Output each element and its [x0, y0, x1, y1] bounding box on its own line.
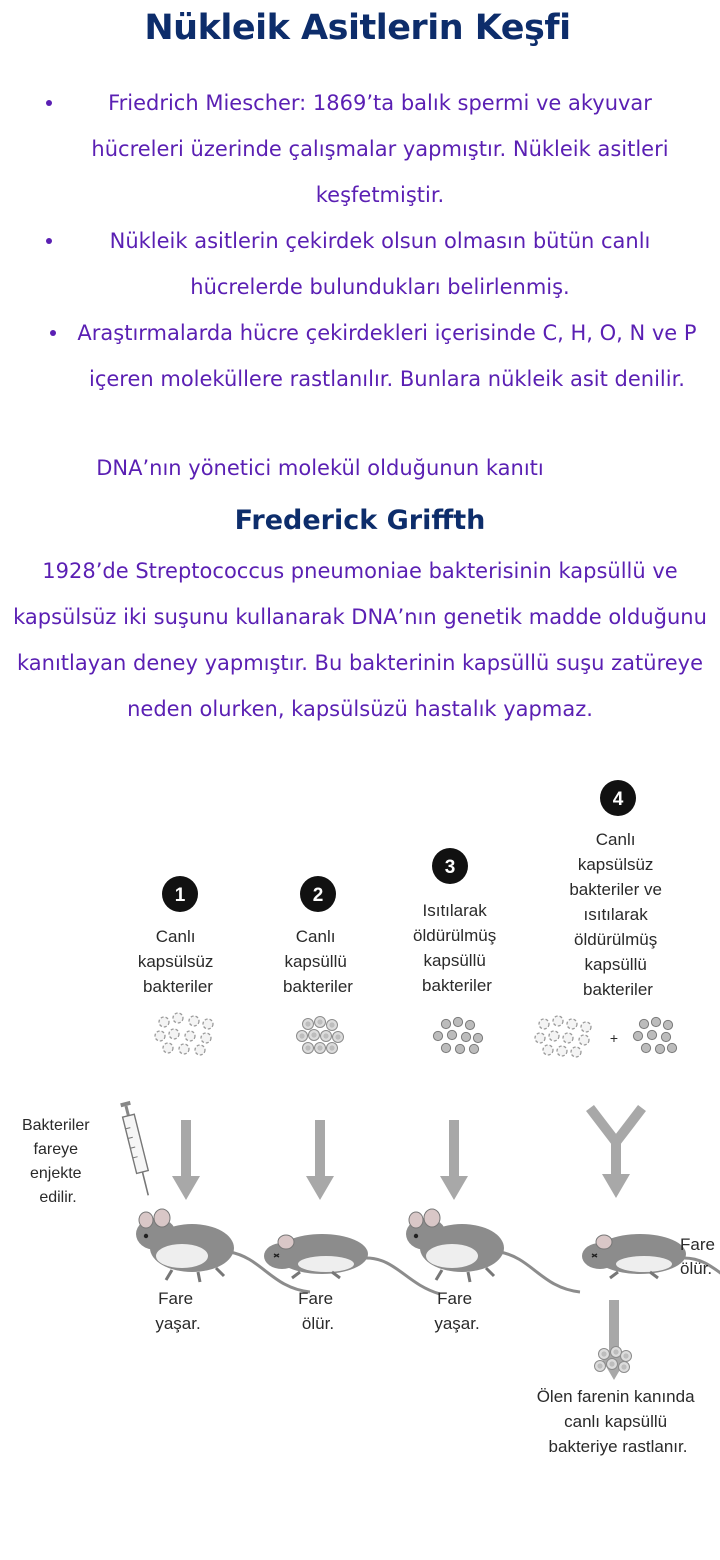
step-4-number: [600, 780, 636, 816]
dna-proof-heading: DNA’nın yönetici molekül olduğunun kanıtı: [96, 456, 544, 480]
plus-sign: +: [609, 1030, 619, 1046]
step-1-label: Canlı kapsülsüz bakteriler: [137, 927, 214, 996]
griffith-experiment-figure: [0, 770, 720, 1470]
bacteria-cluster-recovered: [595, 1347, 632, 1373]
finding-label: Ölen farenin kanında canlı kapsüllü bakteriye rastlanır.: [536, 1387, 695, 1456]
bullet-text: Friedrich Miescher: 1869’ta balık spermi ve akyuvar hücreleri üzerinde çalışmalar yapmıştır. Nükleik asitleri keşfetmiştir.: [91, 91, 669, 207]
arrow-step-2: [306, 1120, 334, 1200]
bullet-miescher: [0, 80, 720, 218]
bullet-list: [0, 80, 720, 402]
svg-text:2: 2: [312, 885, 324, 906]
page-title: Nükleik Asitlerin Keşfi: [144, 8, 571, 48]
svg-text:3: 3: [444, 857, 456, 878]
bullet-text: Nükleik asitlerin çekirdek olsun olmasın bütün canlı hücrelerde bulundukları belirlenmiş.: [109, 229, 651, 299]
bullet-dot: [46, 100, 52, 106]
step-3-label: Isıtılarak öldürülmüş kapsüllü bakteriler: [413, 901, 497, 995]
step-3-number: [432, 848, 468, 884]
arrow-step-1: [172, 1120, 200, 1200]
arrow-step-3: [440, 1120, 468, 1200]
result-step-4: Fare ölür.: [680, 1235, 715, 1278]
bacteria-cluster-mixed: [535, 1016, 591, 1057]
bullet-dot: [50, 330, 56, 336]
svg-text:1: 1: [174, 885, 186, 906]
arrow-step-4-merge: [590, 1108, 642, 1198]
griffith-paragraph: 1928’de Streptococcus pneumoniae bakterisinin kapsüllü ve kapsülsüz iki suşunu kullanarak DNA’nın genetik madde olduğunu kanıtlayan deney yapmıştır. Bu bakterinin kapsüllü suşu zatüreye neden olurken, kapsülsüzü hastalık yapmaz.: [13, 559, 707, 721]
bullet-research: [0, 310, 720, 402]
bacteria-cluster-live-capsulated: [297, 1017, 344, 1054]
syringe-icon: [119, 1101, 154, 1197]
bacteria-cluster-heat-killed: [433, 1017, 482, 1053]
bullet-all-cells: [0, 218, 720, 310]
bacteria-cluster-live-uncapsulated: [155, 1013, 213, 1055]
step-2-label: Canlı kapsüllü bakteriler: [283, 927, 353, 996]
result-step-1: Fare yaşar.: [155, 1289, 201, 1333]
step-4-label: Canlı kapsülsüz bakteriler ve ısıtılarak öldürülmüş kapsüllü bakteriler: [569, 830, 662, 999]
bullet-dot: [46, 238, 52, 244]
svg-text:4: 4: [612, 789, 624, 810]
section-title: Frederick Griffth: [234, 505, 486, 536]
step-2-number: [300, 876, 336, 912]
result-step-2: Fare ölür.: [298, 1289, 335, 1333]
bacteria-cluster-mixed-heat-killed: [633, 1017, 676, 1053]
injection-label: Bakteriler fareye enjekte edilir.: [21, 1117, 90, 1206]
bullet-text: Araştırmalarda hücre çekirdekleri içerisinde C, H, O, N ve P içeren moleküllere rastlanılır. Bunlara nükleik asit denilir.: [77, 321, 697, 391]
result-step-3: Fare yaşar.: [434, 1289, 480, 1333]
step-1-number: [162, 876, 198, 912]
mouse-step-3-alive: [406, 1209, 580, 1292]
